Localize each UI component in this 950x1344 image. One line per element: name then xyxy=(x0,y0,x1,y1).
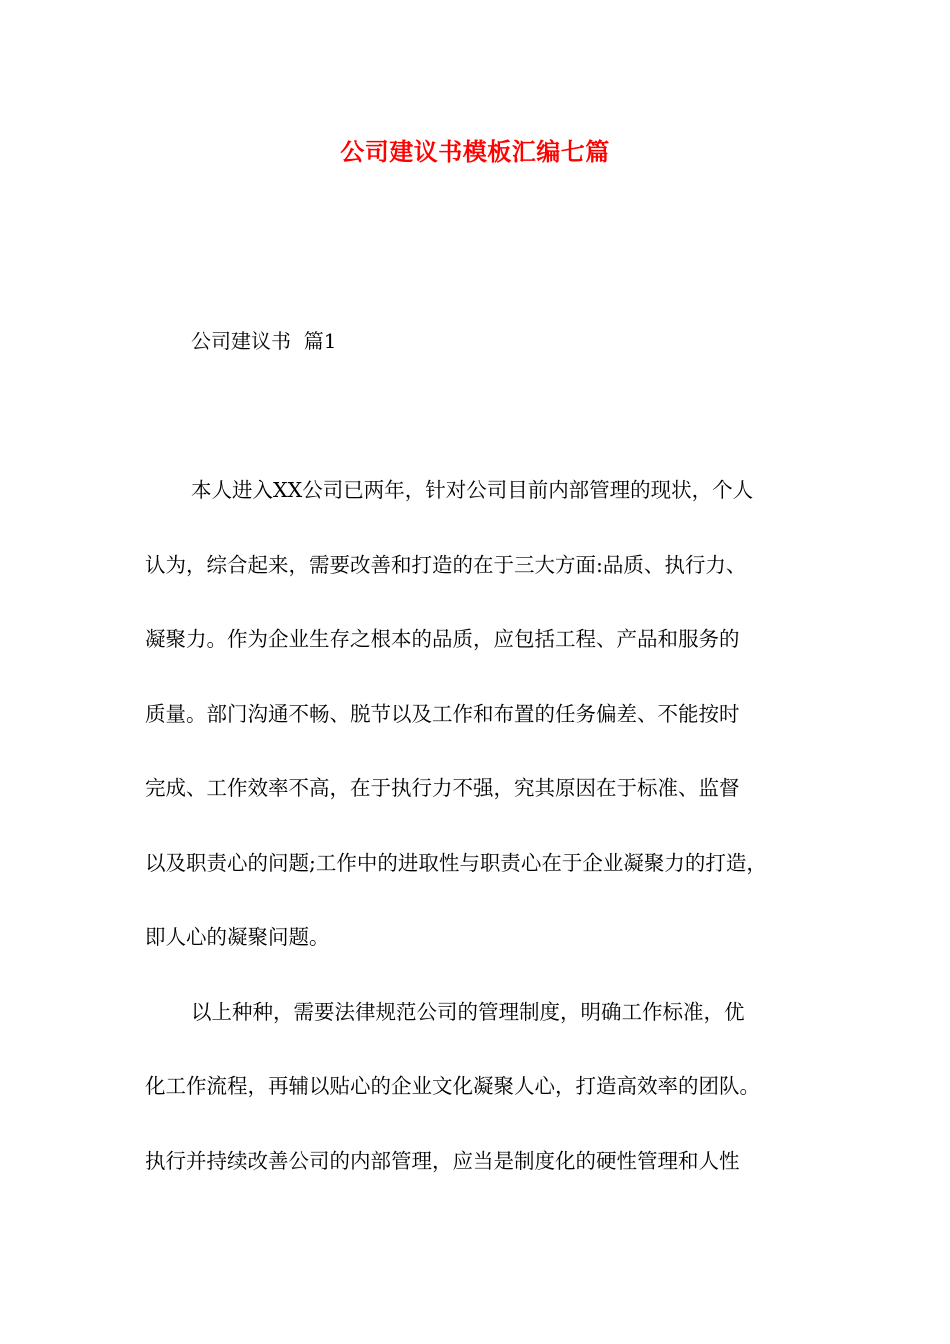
paragraph-line: 以上种种，需要法律规范公司的管理制度，明确工作标准，优 xyxy=(191,1000,745,1024)
section-heading: 公司建议书 篇1 xyxy=(191,329,337,353)
paragraph-line: 化工作流程，再辅以贴心的企业文化凝聚人心，打造高效率的团队。 xyxy=(145,1074,760,1098)
paragraph-line: 本人进入XX公司已两年，针对公司目前内部管理的现状，个人 xyxy=(191,478,754,502)
paragraph-line: 完成、工作效率不高，在于执行力不强，究其原因在于标准、监督 xyxy=(145,776,740,800)
paragraph-line: 以及职责心的问题;工作中的进取性与职责心在于企业凝聚力的打造， xyxy=(145,851,767,875)
paragraph-line: 认为，综合起来，需要改善和打造的在于三大方面:品质、执行力、 xyxy=(145,553,747,577)
paragraph-line: 凝聚力。作为企业生存之根本的品质，应包括工程、产品和服务的 xyxy=(145,627,740,651)
paragraph-line: 执行并持续改善公司的内部管理，应当是制度化的硬性管理和人性 xyxy=(145,1149,740,1173)
paragraph-line: 即人心的凝聚问题。 xyxy=(145,925,330,949)
document-title: 公司建议书模板汇编七篇 xyxy=(340,137,610,166)
paragraph-line: 质量。部门沟通不畅、脱节以及工作和布置的任务偏差、不能按时 xyxy=(145,702,740,726)
